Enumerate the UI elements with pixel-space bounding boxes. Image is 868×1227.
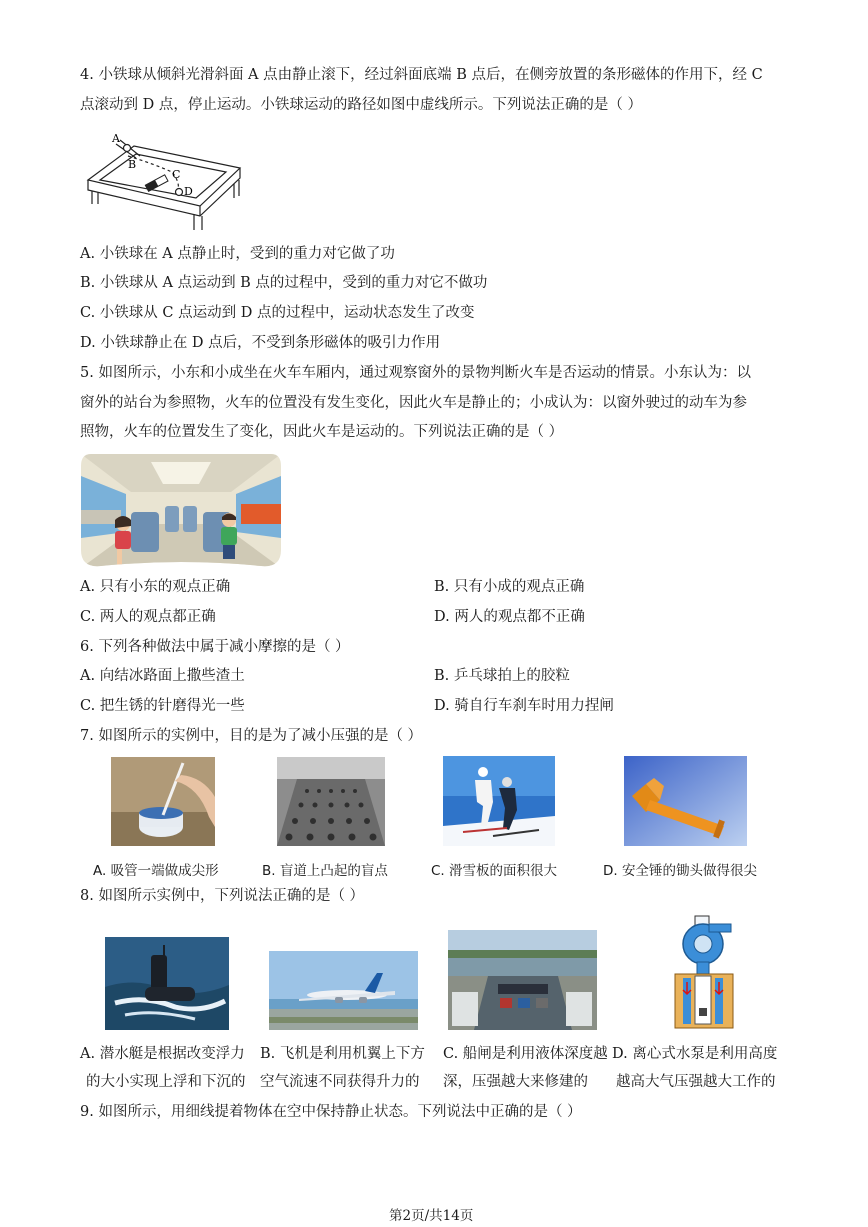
q7-skiing-photo <box>443 756 555 846</box>
q8-option-a-line2: 的大小实现上浮和下沉的 <box>86 1074 246 1090</box>
q4-fig-label-a: A <box>112 132 120 145</box>
q5-option-c: C. 两人的观点都正确 <box>80 609 216 625</box>
q4-option-a: A. 小铁球在 A 点静止时，受到的重力对它做了功 <box>80 246 395 262</box>
q8-ship-lock-photo <box>448 930 597 1030</box>
q8-option-d-line2: 越高大气压强越大工作的 <box>616 1074 776 1090</box>
q8-option-b-line2: 空气流速不同获得升力的 <box>260 1074 420 1090</box>
q8-airplane-photo <box>269 951 418 1030</box>
q5-stem-line2: 窗外的站台为参照物，火车的位置没有发生变化，因此火车是静止的；小成认为：以窗外驶过的动车为参 <box>80 395 747 411</box>
q5-option-a: A. 只有小东的观点正确 <box>80 579 231 595</box>
q7-safety-hammer-photo <box>624 756 747 846</box>
q6-stem: 6. 下列各种做法中属于减小摩擦的是（ ） <box>80 639 350 655</box>
q4-option-b: B. 小铁球从 A 点运动到 B 点的过程中，受到的重力对它不做功 <box>80 275 488 291</box>
q7-straw-photo <box>111 757 215 846</box>
q5-option-b: B. 只有小成的观点正确 <box>434 579 585 595</box>
q4-fig-label-c: C <box>172 168 181 181</box>
q7-caption-d: D. 安全锤的锄头做得很尖 <box>603 863 757 879</box>
q7-stem: 7. 如图所示的实例中，目的是为了减小压强的是（ ） <box>80 728 423 744</box>
q6-option-c: C. 把生锈的针磨得光一些 <box>80 698 245 714</box>
q4-option-c: C. 小铁球从 C 点运动到 D 点的过程中，运动状态发生了改变 <box>80 305 475 321</box>
q8-option-c-line2: 深，压强越大来修建的 <box>443 1074 588 1090</box>
q8-centrifugal-pump-figure <box>673 914 739 1030</box>
q4-incline-magnet-figure <box>84 128 244 234</box>
q4-option-d: D. 小铁球静止在 D 点后，不受到条形磁体的吸引力作用 <box>80 335 441 351</box>
q6-option-b: B. 乒乓球拍上的胶粒 <box>434 668 570 684</box>
q8-option-a-line1: A. 潜水艇是根据改变浮力 <box>80 1046 245 1062</box>
q4-fig-label-b: B <box>128 158 137 171</box>
q8-stem: 8. 如图所示实例中，下列说法正确的是（ ） <box>80 888 365 904</box>
q8-option-b-line1: B. 飞机是利用机翼上下方 <box>260 1046 425 1062</box>
q6-option-d: D. 骑自行车刹车时用力捏闸 <box>434 698 614 714</box>
q7-caption-c: C. 滑雪板的面积很大 <box>431 863 558 879</box>
q7-caption-a: A. 吸管一端做成尖形 <box>93 863 219 879</box>
q4-stem-line2: 点滚动到 D 点，停止运动。小铁球运动的路径如图中虚线所示。下列说法正确的是（ ） <box>80 97 642 113</box>
q5-stem-line3: 照物，火车的位置发生了变化，因此火车是运动的。下列说法正确的是（ ） <box>80 424 564 440</box>
q6-option-a: A. 向结冰路面上撒些渣土 <box>80 668 245 684</box>
q8-option-c-line1: C. 船闸是利用液体深度越 <box>443 1046 608 1062</box>
q7-caption-b: B. 盲道上凸起的盲点 <box>262 863 388 879</box>
q4-stem-line1: 4. 小铁球从倾斜光滑斜面 A 点由静止滚下，经过斜面底端 B 点后，在侧旁放置的条形磁体的作用下，经 C <box>80 67 763 83</box>
q8-option-d-line1: D. 离心式水泵是利用高度 <box>612 1046 778 1062</box>
q8-submarine-photo <box>105 937 229 1030</box>
q5-option-d: D. 两人的观点都不正确 <box>434 609 585 625</box>
q7-tactile-paving-photo <box>277 757 385 846</box>
q5-train-carriage-figure <box>81 454 281 568</box>
q5-stem-line1: 5. 如图所示，小东和小成坐在火车车厢内，通过观察窗外的景物判断火车是否运动的情景。小东认为：以 <box>80 365 751 381</box>
page-number-footer: 第2页/共14页 <box>389 1208 474 1224</box>
q4-fig-label-d: D <box>184 185 193 198</box>
q9-stem: 9. 如图所示，用细线提着物体在空中保持静止状态。下列说法中正确的是（ ） <box>80 1104 582 1120</box>
